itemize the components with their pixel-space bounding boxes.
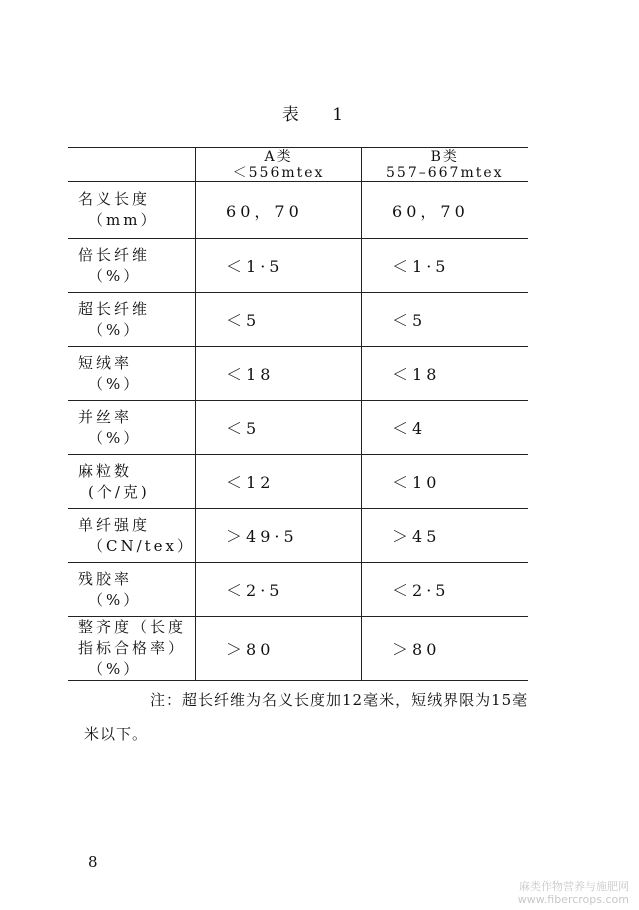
value-b-cell: ＜10 <box>362 455 528 509</box>
value-a-cell: ＜12 <box>196 455 362 509</box>
row-label-cell <box>68 347 196 401</box>
row-unit: （%） <box>88 660 142 678</box>
row-label-cell <box>68 455 196 509</box>
value-b-cell: ＜18 <box>362 347 528 401</box>
table-row <box>68 617 528 681</box>
row-label: 倍长纤维 <box>78 245 151 264</box>
value-a-cell: ＜1·5 <box>196 239 362 293</box>
row-label-cell <box>68 182 196 239</box>
watermark <box>518 880 629 906</box>
row-label: 单纤强度 <box>78 515 151 534</box>
value-a-cell: ＜5 <box>196 293 362 347</box>
column-header-a-range: ＜556mtex <box>232 164 325 181</box>
value-a-cell: ＞80 <box>196 617 362 681</box>
note-line-2: 米以下。 <box>84 725 149 743</box>
value-b-cell: ＜4 <box>362 401 528 455</box>
row-unit: (个/克) <box>88 482 150 501</box>
value-b-cell: ＜2·5 <box>362 563 528 617</box>
row-unit: （%） <box>88 374 142 393</box>
table-row <box>68 182 528 239</box>
table-row <box>68 239 528 293</box>
row-unit: （CN/tex） <box>88 536 196 555</box>
spec-table-container <box>68 147 528 681</box>
column-header-b-name: B类 <box>430 148 459 165</box>
row-unit: （%） <box>88 266 142 285</box>
value-b-cell: 60，70 <box>362 182 528 239</box>
table-row <box>68 401 528 455</box>
column-header-a <box>196 148 362 182</box>
watermark-line-2: www.fibercrops.com <box>517 893 629 906</box>
note-line-1: 注：超长纤维为名义长度加12毫米，短绒界限为15毫 <box>150 691 529 709</box>
table-row <box>68 455 528 509</box>
row-label: 并丝率 <box>78 407 133 426</box>
row-label-cell <box>68 509 196 563</box>
row-label-cell <box>68 401 196 455</box>
row-label-cell <box>68 293 196 347</box>
row-label: 整齐度（长度指标合格率） <box>78 618 187 657</box>
row-unit: （%） <box>88 320 142 339</box>
page-title: 表 1 <box>281 105 358 125</box>
table-row <box>68 293 528 347</box>
row-label-cell <box>68 563 196 617</box>
header-corner-cell <box>68 148 196 182</box>
row-label: 麻粒数 <box>78 461 133 480</box>
row-unit: （mm） <box>88 211 159 229</box>
value-a-cell: ＞49·5 <box>196 509 362 563</box>
row-label: 超长纤维 <box>78 299 151 318</box>
table-row <box>68 563 528 617</box>
row-label: 名义长度 <box>78 190 151 208</box>
watermark-line-1: 麻类作物营养与施肥网 <box>519 880 629 893</box>
value-a-cell: 60，70 <box>196 182 362 239</box>
row-unit: （%） <box>88 428 142 447</box>
table-row <box>68 509 528 563</box>
row-label-cell <box>68 617 196 681</box>
column-header-b-range: 557–667mtex <box>386 164 504 181</box>
page-number: 8 <box>88 853 98 871</box>
spec-table <box>68 147 528 681</box>
table-header-row <box>68 148 528 182</box>
row-label-cell <box>68 239 196 293</box>
value-a-cell: ＜18 <box>196 347 362 401</box>
row-unit: （%） <box>88 590 142 609</box>
value-b-cell: ＜1·5 <box>362 239 528 293</box>
column-header-b <box>362 148 528 182</box>
value-b-cell: ＜5 <box>362 293 528 347</box>
value-a-cell: ＜5 <box>196 401 362 455</box>
value-b-cell: ＞80 <box>362 617 528 681</box>
value-b-cell: ＞45 <box>362 509 528 563</box>
table-row <box>68 347 528 401</box>
row-label: 残胶率 <box>78 569 133 588</box>
row-label: 短绒率 <box>78 353 133 372</box>
table-note <box>84 683 584 751</box>
value-a-cell: ＜2·5 <box>196 563 362 617</box>
column-header-a-name: A类 <box>264 148 293 165</box>
